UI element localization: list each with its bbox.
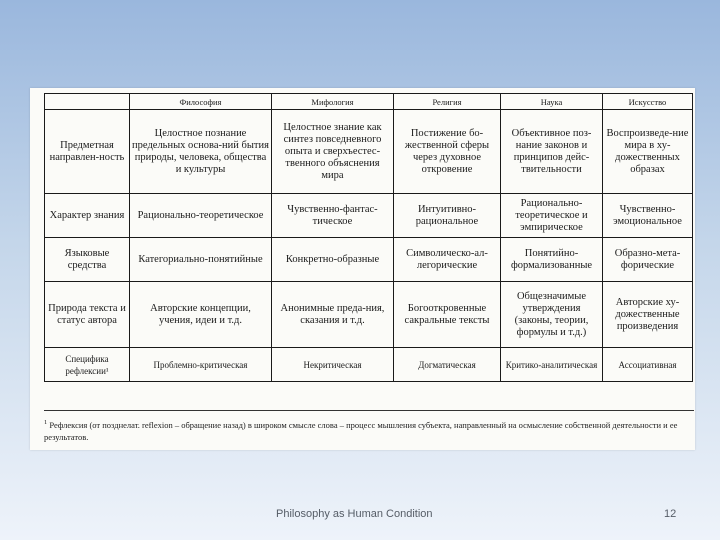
row-label: Предметная направлен-ность: [45, 110, 130, 194]
table-cell: Постижение бо-жественной сферы через духовное откровение: [394, 110, 501, 194]
table-cell: Символическо-ал-легорические: [394, 238, 501, 282]
table-cell: Чувственно-фантас-тическое: [272, 194, 394, 238]
table-cell: Воспроизведе-ние мира в ху-дожественных образах: [603, 110, 693, 194]
table-cell: Образно-мета-форические: [603, 238, 693, 282]
slide-number: 12: [664, 508, 677, 520]
header-cell-mythology: Мифология: [272, 94, 394, 110]
footnote: [44, 410, 694, 443]
table-cell: Рационально-теоретическое: [130, 194, 272, 238]
table-cell: Догматическая: [394, 348, 501, 382]
table-row: [45, 348, 693, 382]
header-cell-science: Наука: [501, 94, 603, 110]
table-cell: Анонимные преда-ния, сказания и т.д.: [272, 282, 394, 348]
header-cell-empty: [45, 94, 130, 110]
table-cell: Объективное поз-нание законов и принципов дейс-твительности: [501, 110, 603, 194]
table-cell: Проблемно-критическая: [130, 348, 272, 382]
table-cell: Категориально-понятийные: [130, 238, 272, 282]
table-cell: Конкретно-образные: [272, 238, 394, 282]
table-cell: Чувственно-эмоциональное: [603, 194, 693, 238]
table-cell: Ассоциативная: [603, 348, 693, 382]
table-row: [45, 110, 693, 194]
footnote-marker: 1: [44, 419, 48, 426]
header-cell-religion: Религия: [394, 94, 501, 110]
table-cell: Интуитивно-рациональное: [394, 194, 501, 238]
table-row: [45, 238, 693, 282]
comparison-table: [44, 93, 693, 382]
table-row: [45, 282, 693, 348]
table-header-row: [45, 94, 693, 110]
table-cell: Авторские концепции, учения, идеи и т.д.: [130, 282, 272, 348]
row-label: Характер знания: [45, 194, 130, 238]
table-row: [45, 194, 693, 238]
table-cell: Рационально-теоретическое и эмпирическое: [501, 194, 603, 238]
header-cell-art: Искусство: [603, 94, 693, 110]
table-cell: Богооткровенные сакральные тексты: [394, 282, 501, 348]
scanned-table-image: [30, 88, 695, 450]
table-cell: Критико-аналитическая: [501, 348, 603, 382]
row-label: Языковые средства: [45, 238, 130, 282]
header-cell-philosophy: Философия: [130, 94, 272, 110]
row-label: Специфика рефлексии¹: [45, 348, 130, 382]
row-label: Природа текста и статус автора: [45, 282, 130, 348]
table-cell: Понятийно-формализованные: [501, 238, 603, 282]
table-cell: Общезначимые утверждения (законы, теории, формулы и т.д.): [501, 282, 603, 348]
footnote-text: Рефлексия (от позднелат. reflexion – обращение назад) в широком смысле слова – процесс мышления субъекта, направленный на осмысление собственной деятельности и ее результатов.: [44, 419, 678, 442]
table-cell: Авторские ху-дожественные произведения: [603, 282, 693, 348]
table-cell: Некритическая: [272, 348, 394, 382]
table-cell: Целостное познание предельных основа-ний бытия природы, человека, общества и культуры: [130, 110, 272, 194]
slide-footer-title: Philosophy as Human Condition: [276, 508, 433, 520]
table-cell: Целостное знание как синтез повседневного опыта и сверхъестес-твенного объяснения мира: [272, 110, 394, 194]
